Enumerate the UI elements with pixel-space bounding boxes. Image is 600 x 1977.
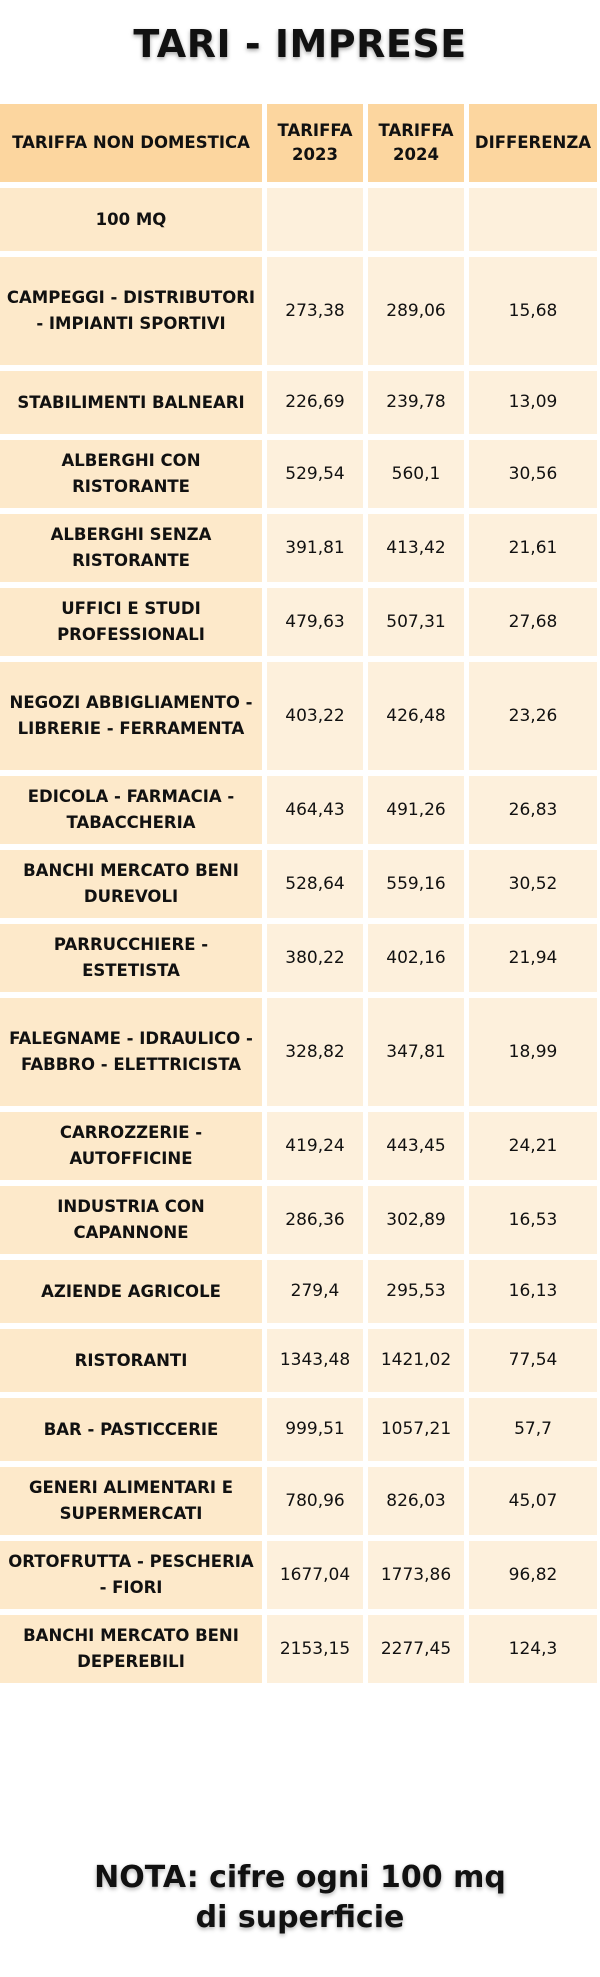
row-difference: 57,7 xyxy=(469,1398,597,1461)
row-tariff-2024: 1773,86 xyxy=(368,1541,464,1609)
unit-label: 100 MQ xyxy=(0,188,262,251)
table-row xyxy=(0,924,597,992)
empty-cell xyxy=(469,188,597,251)
row-tariff-2023: 286,36 xyxy=(267,1186,363,1254)
row-difference: 124,3 xyxy=(469,1615,597,1683)
table-row xyxy=(0,1615,597,1683)
row-tariff-2024: 560,1 xyxy=(368,440,464,508)
row-category: NEGOZI ABBIGLIAMENTO - LIBRERIE - FERRAMENTA xyxy=(0,662,262,770)
row-category: ORTOFRUTTA - PESCHERIA - FIORI xyxy=(0,1541,262,1609)
table-row xyxy=(0,1112,597,1180)
table-row xyxy=(0,1260,597,1323)
row-category: EDICOLA - FARMACIA - TABACCHERIA xyxy=(0,776,262,844)
row-difference: 13,09 xyxy=(469,371,597,434)
row-tariff-2024: 426,48 xyxy=(368,662,464,770)
row-category: FALEGNAME - IDRAULICO - FABBRO - ELETTRICISTA xyxy=(0,998,262,1106)
table-row xyxy=(0,371,597,434)
row-tariff-2024: 295,53 xyxy=(368,1260,464,1323)
row-difference: 21,94 xyxy=(469,924,597,992)
row-difference: 27,68 xyxy=(469,588,597,656)
row-difference: 16,53 xyxy=(469,1186,597,1254)
row-category: CARROZZERIE - AUTOFFICINE xyxy=(0,1112,262,1180)
row-difference: 30,52 xyxy=(469,850,597,918)
row-tariff-2024: 289,06 xyxy=(368,257,464,365)
row-tariff-2023: 479,63 xyxy=(267,588,363,656)
table-row xyxy=(0,1186,597,1254)
row-difference: 18,99 xyxy=(469,998,597,1106)
row-tariff-2024: 491,26 xyxy=(368,776,464,844)
header-tariff-2024: TARIFFA 2024 xyxy=(368,104,464,182)
table-header-row xyxy=(0,104,597,182)
row-category: STABILIMENTI BALNEARI xyxy=(0,371,262,434)
row-tariff-2024: 1057,21 xyxy=(368,1398,464,1461)
row-category: AZIENDE AGRICOLE xyxy=(0,1260,262,1323)
row-category: UFFICI E STUDI PROFESSIONALI xyxy=(0,588,262,656)
row-difference: 26,83 xyxy=(469,776,597,844)
table-row xyxy=(0,440,597,508)
table-row xyxy=(0,1398,597,1461)
row-tariff-2023: 999,51 xyxy=(267,1398,363,1461)
row-difference: 15,68 xyxy=(469,257,597,365)
row-tariff-2023: 380,22 xyxy=(267,924,363,992)
row-tariff-2024: 239,78 xyxy=(368,371,464,434)
row-category: BANCHI MERCATO BENI DUREVOLI xyxy=(0,850,262,918)
footnote-line-1: NOTA: cifre ogni 100 mq xyxy=(94,1860,506,1895)
table-row xyxy=(0,850,597,918)
empty-cell xyxy=(267,188,363,251)
row-category: ALBERGHI SENZA RISTORANTE xyxy=(0,514,262,582)
row-difference: 16,13 xyxy=(469,1260,597,1323)
row-difference: 45,07 xyxy=(469,1467,597,1535)
row-tariff-2024: 413,42 xyxy=(368,514,464,582)
row-tariff-2023: 780,96 xyxy=(267,1467,363,1535)
tariff-table xyxy=(0,98,600,1689)
header-difference: DIFFERENZA xyxy=(469,104,597,182)
row-tariff-2024: 443,45 xyxy=(368,1112,464,1180)
row-difference: 21,61 xyxy=(469,514,597,582)
row-tariff-2024: 347,81 xyxy=(368,998,464,1106)
row-tariff-2024: 1421,02 xyxy=(368,1329,464,1392)
row-tariff-2023: 279,4 xyxy=(267,1260,363,1323)
row-category: INDUSTRIA CON CAPANNONE xyxy=(0,1186,262,1254)
row-tariff-2024: 302,89 xyxy=(368,1186,464,1254)
row-tariff-2023: 328,82 xyxy=(267,998,363,1106)
empty-cell xyxy=(368,188,464,251)
row-category: GENERI ALIMENTARI E SUPERMERCATI xyxy=(0,1467,262,1535)
footnote-line-2: di superficie xyxy=(195,1899,405,1935)
row-tariff-2024: 2277,45 xyxy=(368,1615,464,1683)
row-tariff-2023: 273,38 xyxy=(267,257,363,365)
row-tariff-2023: 528,64 xyxy=(267,850,363,918)
footnote xyxy=(0,1858,600,1937)
row-tariff-2023: 2153,15 xyxy=(267,1615,363,1683)
row-difference: 96,82 xyxy=(469,1541,597,1609)
unit-row xyxy=(0,188,597,251)
table-row xyxy=(0,588,597,656)
row-difference: 23,26 xyxy=(469,662,597,770)
row-tariff-2024: 559,16 xyxy=(368,850,464,918)
row-tariff-2023: 226,69 xyxy=(267,371,363,434)
table-row xyxy=(0,1541,597,1609)
row-category: BANCHI MERCATO BENI DEPEREBILI xyxy=(0,1615,262,1683)
row-tariff-2024: 402,16 xyxy=(368,924,464,992)
table-row xyxy=(0,998,597,1106)
row-category: RISTORANTI xyxy=(0,1329,262,1392)
row-tariff-2023: 419,24 xyxy=(267,1112,363,1180)
row-category: ALBERGHI CON RISTORANTE xyxy=(0,440,262,508)
row-tariff-2024: 507,31 xyxy=(368,588,464,656)
row-category: CAMPEGGI - DISTRIBUTORI - IMPIANTI SPORTIVI xyxy=(0,257,262,365)
row-tariff-2023: 391,81 xyxy=(267,514,363,582)
row-tariff-2023: 403,22 xyxy=(267,662,363,770)
row-category: PARRUCCHIERE - ESTETISTA xyxy=(0,924,262,992)
table-row xyxy=(0,514,597,582)
row-difference: 77,54 xyxy=(469,1329,597,1392)
row-tariff-2023: 529,54 xyxy=(267,440,363,508)
table-row xyxy=(0,776,597,844)
row-difference: 24,21 xyxy=(469,1112,597,1180)
table-row xyxy=(0,1329,597,1392)
table-row xyxy=(0,1467,597,1535)
header-tariff-2023: TARIFFA 2023 xyxy=(267,104,363,182)
row-difference: 30,56 xyxy=(469,440,597,508)
row-tariff-2023: 464,43 xyxy=(267,776,363,844)
table-row xyxy=(0,257,597,365)
row-tariff-2023: 1343,48 xyxy=(267,1329,363,1392)
row-category: BAR - PASTICCERIE xyxy=(0,1398,262,1461)
row-tariff-2023: 1677,04 xyxy=(267,1541,363,1609)
header-category: TARIFFA NON DOMESTICA xyxy=(0,104,262,182)
page-title: TARI - IMPRESE xyxy=(133,22,467,66)
table-row xyxy=(0,662,597,770)
row-tariff-2024: 826,03 xyxy=(368,1467,464,1535)
